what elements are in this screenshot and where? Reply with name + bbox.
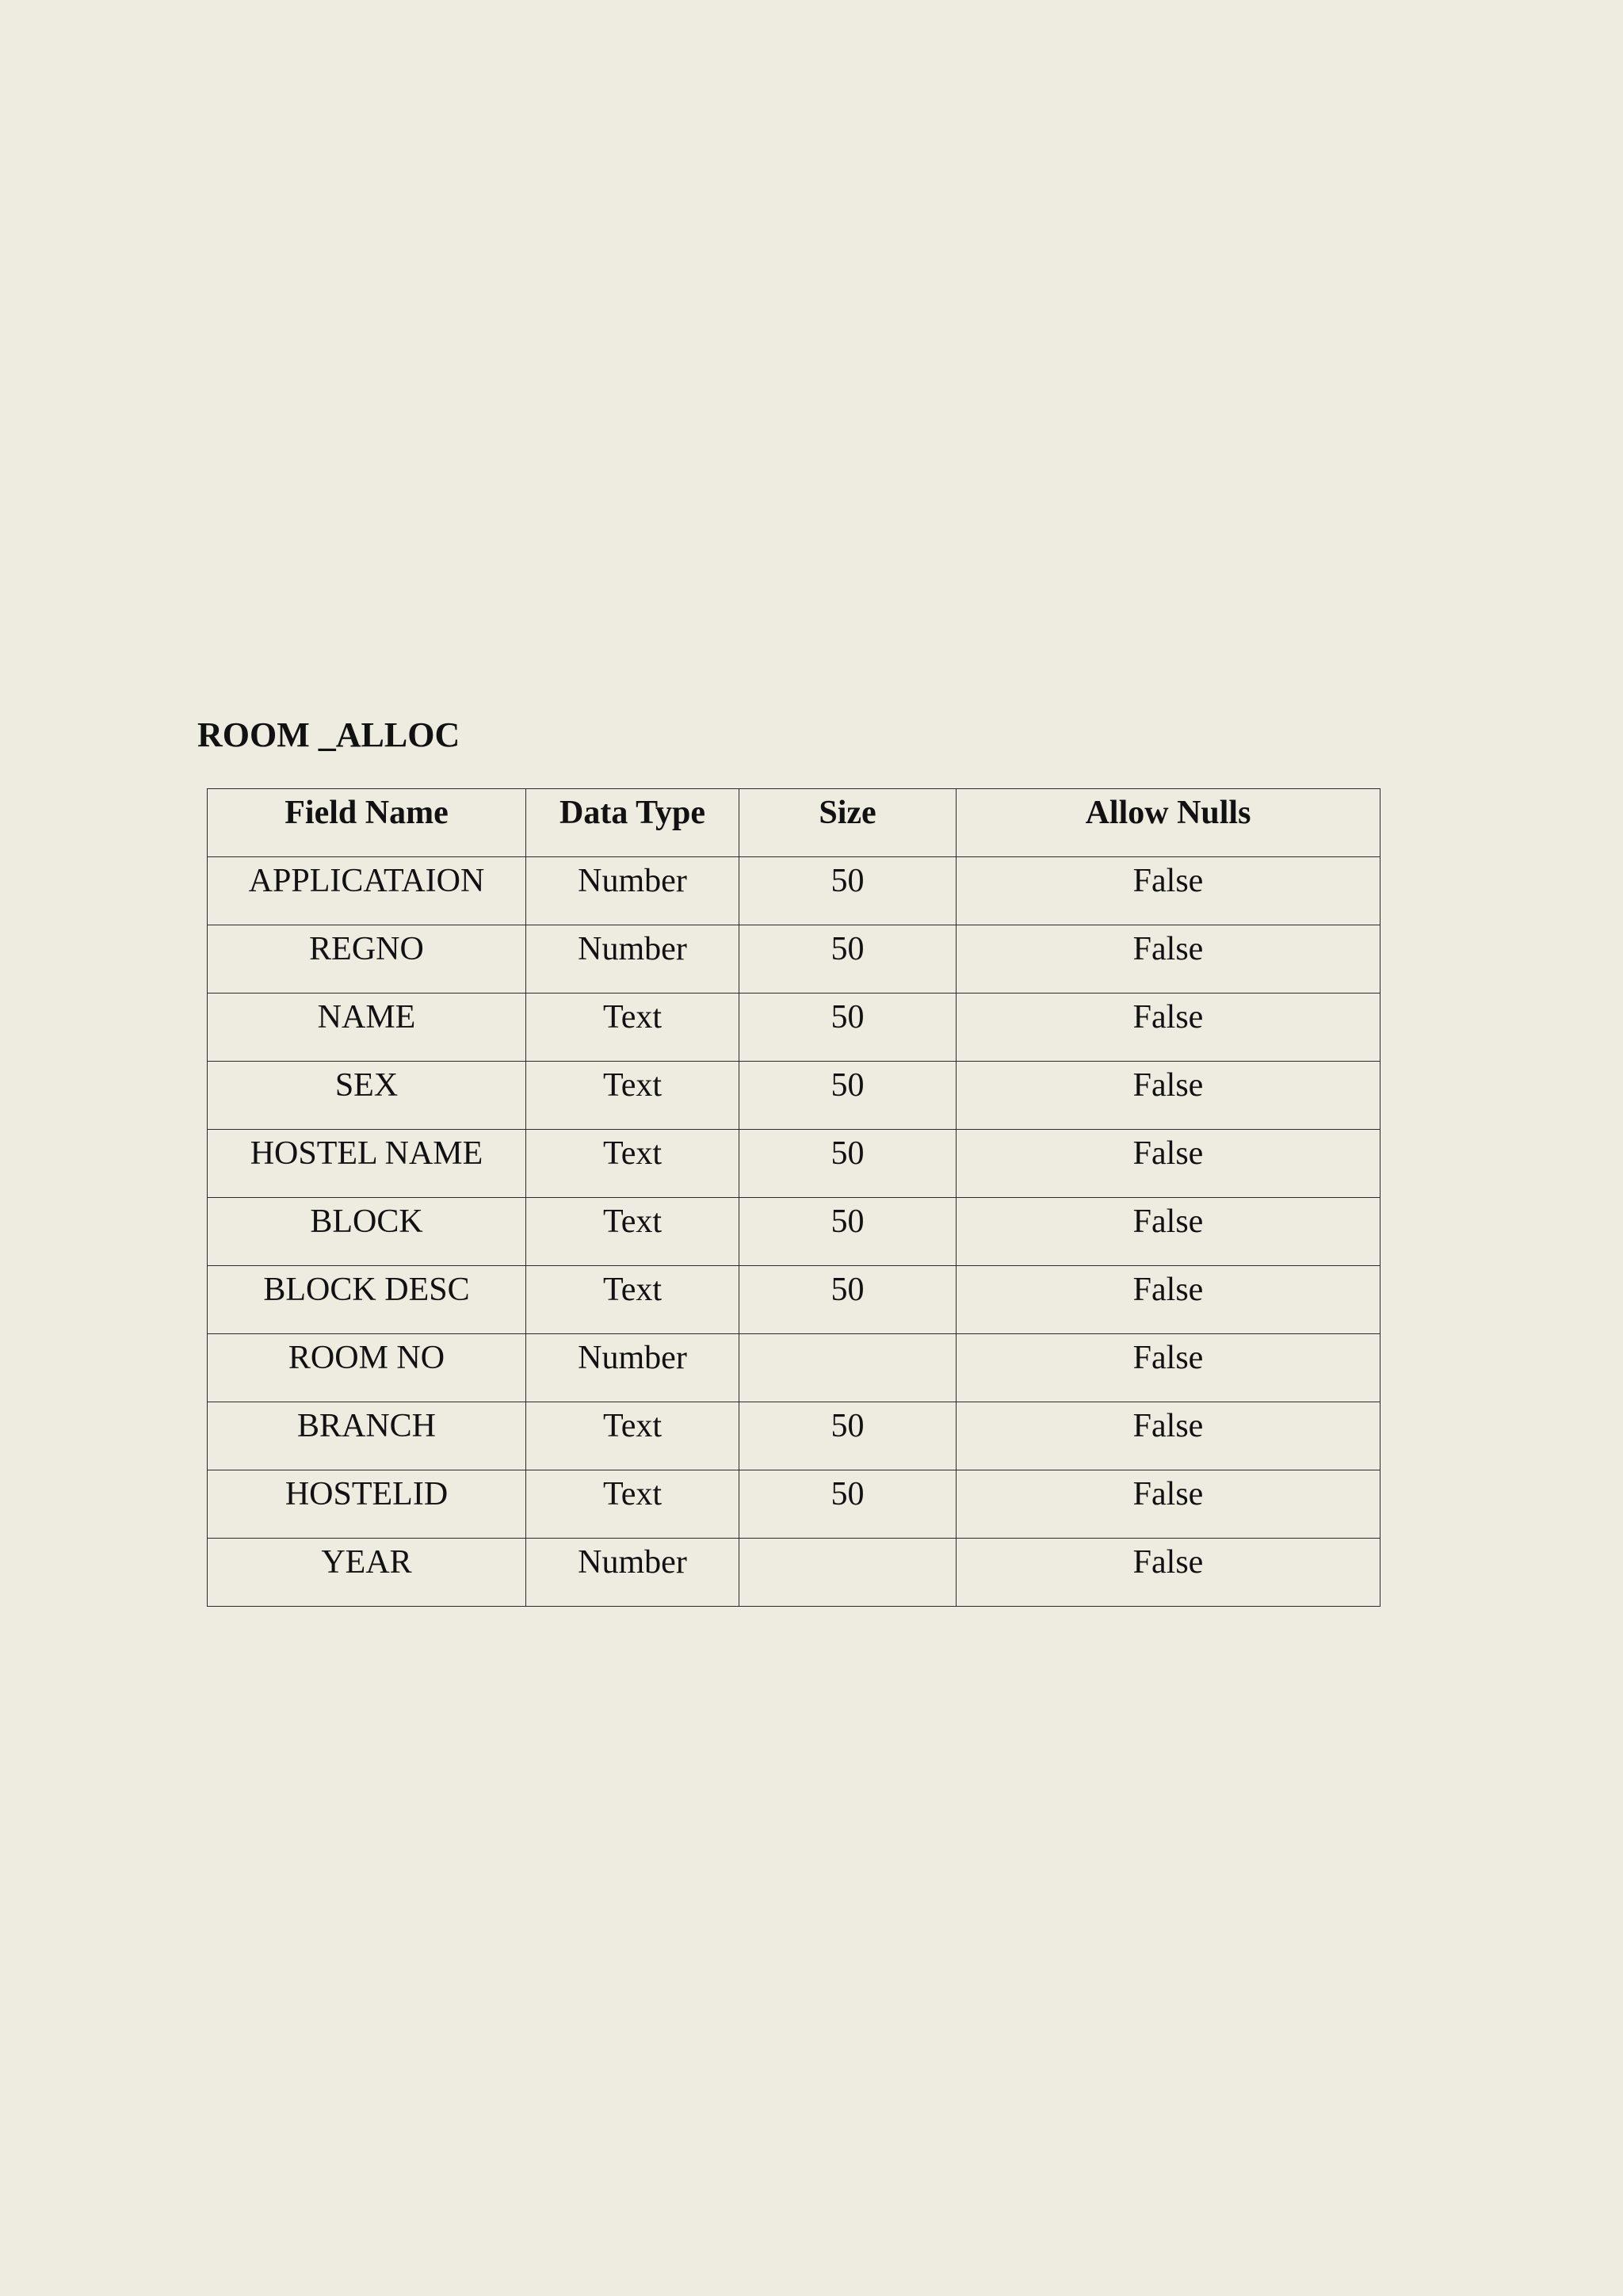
cell-data-type: Text — [526, 1130, 739, 1198]
table-row — [208, 925, 1381, 994]
table-body — [208, 857, 1381, 1607]
cell-allow-nulls: False — [957, 1130, 1381, 1198]
cell-data-type: Number — [526, 925, 739, 994]
cell-allow-nulls: False — [957, 1062, 1381, 1130]
table-row — [208, 1334, 1381, 1402]
table-title: ROOM _ALLOC — [197, 715, 460, 754]
cell-size: 50 — [739, 1130, 957, 1198]
cell-allow-nulls: False — [957, 857, 1381, 925]
cell-size: 50 — [739, 1198, 957, 1266]
cell-data-type: Text — [526, 1266, 739, 1334]
cell-data-type: Number — [526, 1334, 739, 1402]
cell-field-name: HOSTELID — [208, 1470, 526, 1539]
cell-field-name: ROOM NO — [208, 1334, 526, 1402]
cell-field-name: YEAR — [208, 1539, 526, 1607]
cell-field-name: APPLICATAION — [208, 857, 526, 925]
table-row — [208, 1402, 1381, 1470]
header-row — [208, 789, 1381, 857]
cell-size: 50 — [739, 1470, 957, 1539]
header-field-name: Field Name — [208, 789, 526, 857]
cell-allow-nulls: False — [957, 1198, 1381, 1266]
cell-data-type: Text — [526, 1062, 739, 1130]
cell-data-type: Text — [526, 1470, 739, 1539]
cell-allow-nulls: False — [957, 1334, 1381, 1402]
cell-field-name: SEX — [208, 1062, 526, 1130]
table-row — [208, 1130, 1381, 1198]
cell-size: 50 — [739, 925, 957, 994]
table-row — [208, 1266, 1381, 1334]
header-allow-nulls: Allow Nulls — [957, 789, 1381, 857]
cell-data-type: Text — [526, 1402, 739, 1470]
cell-size — [739, 1334, 957, 1402]
cell-field-name: BLOCK DESC — [208, 1266, 526, 1334]
cell-data-type: Number — [526, 857, 739, 925]
cell-allow-nulls: False — [957, 1402, 1381, 1470]
cell-data-type: Number — [526, 1539, 739, 1607]
cell-data-type: Text — [526, 1198, 739, 1266]
header-size: Size — [739, 789, 957, 857]
table-header — [208, 789, 1381, 857]
cell-field-name: BRANCH — [208, 1402, 526, 1470]
table-row — [208, 994, 1381, 1062]
cell-size: 50 — [739, 994, 957, 1062]
table-row — [208, 857, 1381, 925]
cell-size: 50 — [739, 857, 957, 925]
cell-size — [739, 1539, 957, 1607]
cell-allow-nulls: False — [957, 925, 1381, 994]
cell-allow-nulls: False — [957, 994, 1381, 1062]
cell-field-name: BLOCK — [208, 1198, 526, 1266]
cell-field-name: REGNO — [208, 925, 526, 994]
cell-allow-nulls: False — [957, 1539, 1381, 1607]
cell-allow-nulls: False — [957, 1470, 1381, 1539]
header-data-type: Data Type — [526, 789, 739, 857]
cell-field-name: NAME — [208, 994, 526, 1062]
cell-size: 50 — [739, 1062, 957, 1130]
cell-data-type: Text — [526, 994, 739, 1062]
cell-field-name: HOSTEL NAME — [208, 1130, 526, 1198]
table-row — [208, 1062, 1381, 1130]
table-row — [208, 1470, 1381, 1539]
table-row — [208, 1539, 1381, 1607]
cell-size: 50 — [739, 1402, 957, 1470]
table-row — [208, 1198, 1381, 1266]
cell-allow-nulls: False — [957, 1266, 1381, 1334]
cell-size: 50 — [739, 1266, 957, 1334]
schema-table — [207, 788, 1381, 1607]
